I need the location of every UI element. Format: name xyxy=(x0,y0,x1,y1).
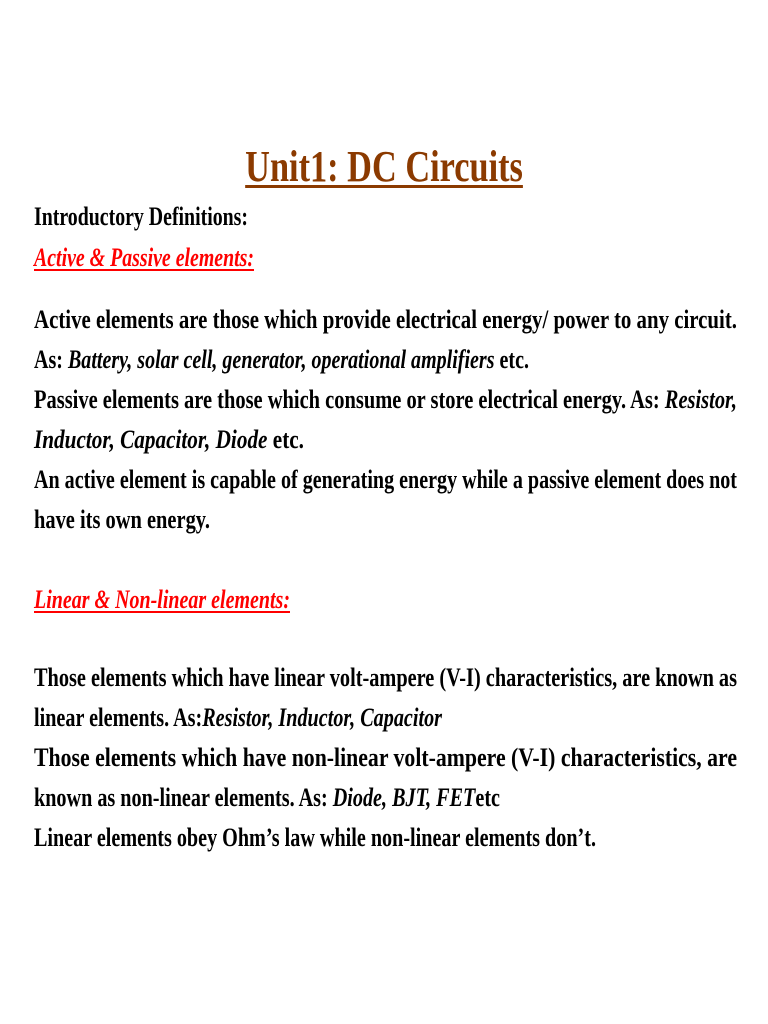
text-run: linear elements. As: xyxy=(34,703,203,732)
section2-line xyxy=(34,818,737,858)
section1-heading-row xyxy=(34,238,737,278)
section2-line xyxy=(34,778,737,818)
italic-run: Battery, solar cell, generator, operational amplifiers xyxy=(67,345,495,374)
text-run: As: xyxy=(34,345,68,374)
intro-label-row xyxy=(34,197,737,237)
text-run: etc. xyxy=(494,345,529,374)
section1-line xyxy=(34,380,737,420)
text-run: An active element is capable of generating energy while a passive element does not xyxy=(34,465,737,494)
text-run: Active elements are those which provide electrical energy/ power to any circuit. xyxy=(34,305,737,334)
section1-line xyxy=(34,420,737,460)
italic-run: Resistor, Inductor, Capacitor xyxy=(202,703,442,732)
text-run: Passive elements are those which consume or store electrical energy. As: xyxy=(34,385,665,414)
italic-run: Diode, BJT, FET xyxy=(332,783,476,812)
italic-run: Inductor, Capacitor, Diode xyxy=(34,425,268,454)
section1-line-text xyxy=(34,460,737,500)
section1-line-text xyxy=(34,420,304,460)
section1-line-text xyxy=(34,380,737,420)
text-run: Those elements which have linear volt-ampere (V-I) characteristics, are known as xyxy=(34,663,737,692)
section1-heading: Active & Passive elements: xyxy=(34,243,254,272)
section1-line xyxy=(34,340,737,380)
section1-line xyxy=(34,460,737,500)
text-run: etc. xyxy=(267,425,304,454)
italic-run: Resistor, xyxy=(664,385,737,414)
section1-line-text xyxy=(34,500,210,540)
section2-line-text xyxy=(34,818,596,858)
section1-line xyxy=(34,300,737,340)
slide-title: Unit1: DC Circuits xyxy=(245,142,523,191)
section1-line-text xyxy=(34,300,737,340)
section2-line xyxy=(34,698,737,738)
section1-line-text xyxy=(34,340,529,380)
title-container xyxy=(0,141,768,193)
text-run: etc xyxy=(475,783,500,812)
section2-heading-row xyxy=(34,580,737,620)
section2-line-text xyxy=(34,658,737,698)
section2-line xyxy=(34,658,737,698)
section2-line-text xyxy=(34,778,500,818)
section1-line xyxy=(34,500,737,540)
text-run: have its own energy. xyxy=(34,505,210,534)
text-run: Those elements which have non-linear volt-ampere (V-I) characteristics, are xyxy=(34,743,737,772)
intro-label: Introductory Definitions: xyxy=(34,202,248,231)
section2-heading: Linear & Non-linear elements: xyxy=(34,585,290,614)
text-run: Linear elements obey Ohm’s law while non-linear elements don’t. xyxy=(34,823,596,852)
section2-line xyxy=(34,738,737,778)
text-run: known as non-linear elements. As: xyxy=(34,783,333,812)
section2-line-text xyxy=(34,698,442,738)
section2-line-text xyxy=(34,738,737,778)
